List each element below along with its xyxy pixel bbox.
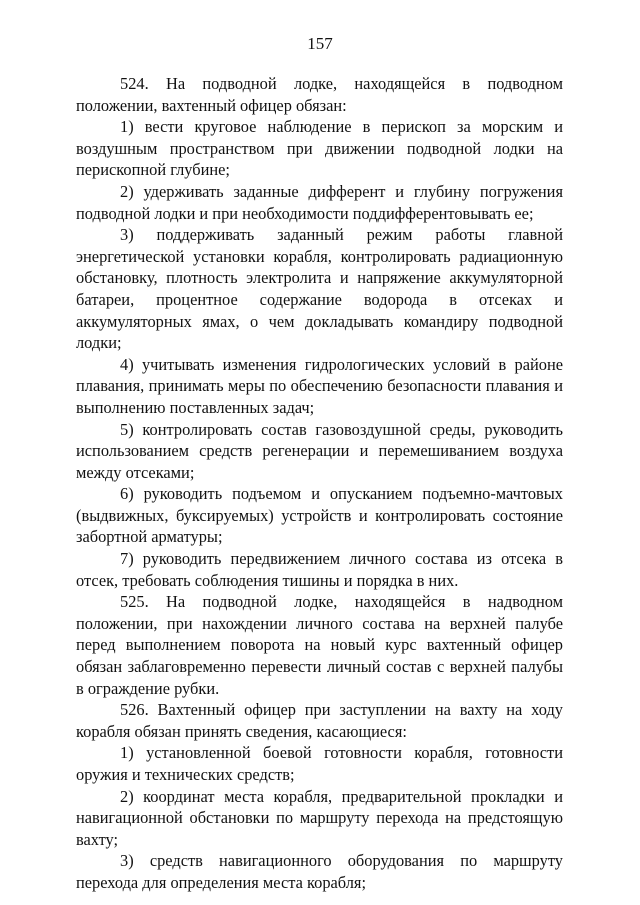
paragraph-524-item-4: 4) учитывать изменения гидрологических условий в районе плавания, принимать меры по обеспечению безопасности плавания и выполнению поставленных задач; xyxy=(76,354,563,417)
paragraph-524-item-6: 6) руководить подъемом и опусканием подъемно-мачтовых (выдвижных, буксируемых) устройств и контролировать состояние забортной арматуры; xyxy=(76,484,563,547)
paragraph-526-item-1: 1) установленной боевой готовности корабля, готовности оружия и технических средств; xyxy=(76,743,563,784)
page-number: 157 xyxy=(307,34,333,53)
paragraph-526-item-2: 2) координат места корабля, предварительной прокладки и навигационной обстановки по маршруту перехода на предстоящую вахту; xyxy=(76,786,563,849)
document-body xyxy=(76,73,563,894)
paragraph-524-item-2: 2) удерживать заданные дифферент и глубину погружения подводной лодки и при необходимости поддифферентовывать ее; xyxy=(76,181,563,223)
paragraph-526-heading: 526. Вахтенный офицер при заступлении на вахту на ходу корабля обязан принять сведения, касающиеся: xyxy=(76,700,563,741)
paragraph-526-item-3: 3) средств навигационного оборудования по маршруту перехода для определения места корабля; xyxy=(76,851,563,892)
paragraph-525: 525. На подводной лодке, находящейся в надводном положении, при нахождении личного состава на верхней палубе перед выполнением поворота на новый курс вахтенный офицер обязан заблаговременно перевести личный состав с верхней палубы в ограждение рубки. xyxy=(76,592,563,698)
paragraph-524-item-1: 1) вести круговое наблюдение в перископ за морским и воздушным пространством при движении подводной лодки на перископной глубине; xyxy=(76,117,563,180)
paragraph-524-item-3: 3) поддерживать заданный режим работы главной энергетической установки корабля, контролировать радиационную обстановку, плотность электролита и напряжение аккумуляторной батареи, процентное содержание водорода в отсеках и аккумуляторных ямах, о чем докладывать командиру подводной лодки; xyxy=(76,225,563,353)
paragraph-524-item-5: 5) контролировать состав газовоздушной среды, руководить использованием средств регенерации и перемешиванием воздуха между отсеками; xyxy=(76,419,563,482)
paragraph-524-item-7: 7) руководить передвижением личного состава из отсека в отсек, требовать соблюдения тишины и порядка в них. xyxy=(76,549,563,590)
paragraph-524-heading: 524. На подводной лодке, находящейся в подводном положении, вахтенный офицер обязан: xyxy=(76,74,563,115)
